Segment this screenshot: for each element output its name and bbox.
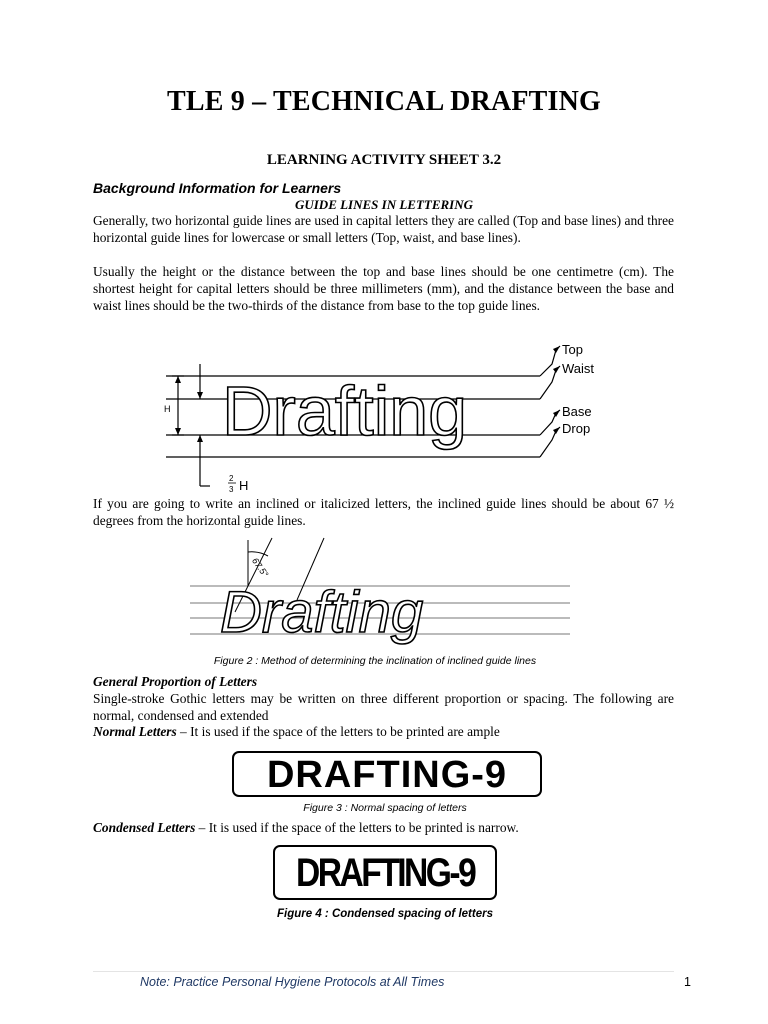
- guide-lines-figure: [160, 336, 620, 496]
- paragraph-proportion: Single-stroke Gothic letters may be written on three different proportion or spacing. The following are normal, condensed and extended: [93, 691, 674, 723]
- condensed-spacing-word: DRAFTING-9: [295, 851, 475, 895]
- paragraph-heights: Usually the height or the distance between the top and base lines should be one centimetre (cm). The shortest height for capital letters should be three millimeters (mm), and the distance between the base and waist lines should be the two-thirds of the distance from base to the top guide lines.: [93, 264, 674, 313]
- paragraph-guide-lines: Generally, two horizontal guide lines are used in capital letters they are called (Top and base lines) and three horizontal guide lines for lowercase or small letters (Top, waist, and base lines).: [93, 213, 674, 245]
- guide-lines-heading: GUIDE LINES IN LETTERING: [294, 197, 474, 212]
- paragraph-inclined: If you are going to write an inclined or italicized letters, the inclined guide lines should be about 67 ½ degrees from the horizontal guide lines.: [93, 496, 674, 528]
- proportion-heading: General Proportion of Letters: [93, 674, 258, 689]
- footer-divider: [93, 971, 674, 972]
- sheet-subtitle: LEARNING ACTIVITY SHEET 3.2: [266, 152, 502, 168]
- base-label: Base: [562, 404, 592, 419]
- background-heading: Background Information for Learners: [93, 180, 342, 196]
- normal-spacing-box: [232, 751, 542, 797]
- h-label: H: [164, 404, 171, 414]
- angle-label: 67.5°: [250, 555, 271, 579]
- drafting-italic-word: Drafting: [220, 580, 424, 645]
- footer-note: Note: Practice Personal Hygiene Protocols at All Times: [140, 975, 445, 989]
- page-title: TLE 9 – TECHNICAL DRAFTING: [166, 86, 602, 117]
- two-thirds-denominator: 3: [229, 485, 234, 494]
- figure-4-caption: Figure 4 : Condensed spacing of letters: [277, 908, 493, 920]
- inclined-guide-lines-figure: [190, 532, 580, 657]
- condensed-spacing-box: [273, 845, 497, 900]
- two-thirds-h-label: H: [239, 478, 249, 493]
- figure-2-caption: Figure 2 : Method of determining the inclination of inclined guide lines: [213, 655, 537, 667]
- waist-label: Waist: [562, 361, 595, 376]
- condensed-letters-line: [93, 820, 519, 836]
- normal-letters-label: Normal Letters: [93, 724, 177, 739]
- figure-3-caption: Figure 3 : Normal spacing of letters: [303, 802, 467, 814]
- top-label: Top: [562, 342, 583, 357]
- normal-letters-text: – It is used if the space of the letters to be printed are ample: [176, 724, 500, 739]
- drafting-word: Drafting: [222, 372, 468, 450]
- two-thirds-numerator: 2: [229, 474, 234, 483]
- normal-spacing-word: DRAFTING-9: [266, 754, 508, 796]
- normal-letters-line: [93, 724, 500, 740]
- drop-label: Drop: [562, 421, 591, 436]
- condensed-letters-label: Condensed Letters: [93, 820, 196, 835]
- page-number: 1: [684, 975, 691, 989]
- condensed-letters-text: – It is used if the space of the letters to be printed is narrow.: [195, 820, 519, 835]
